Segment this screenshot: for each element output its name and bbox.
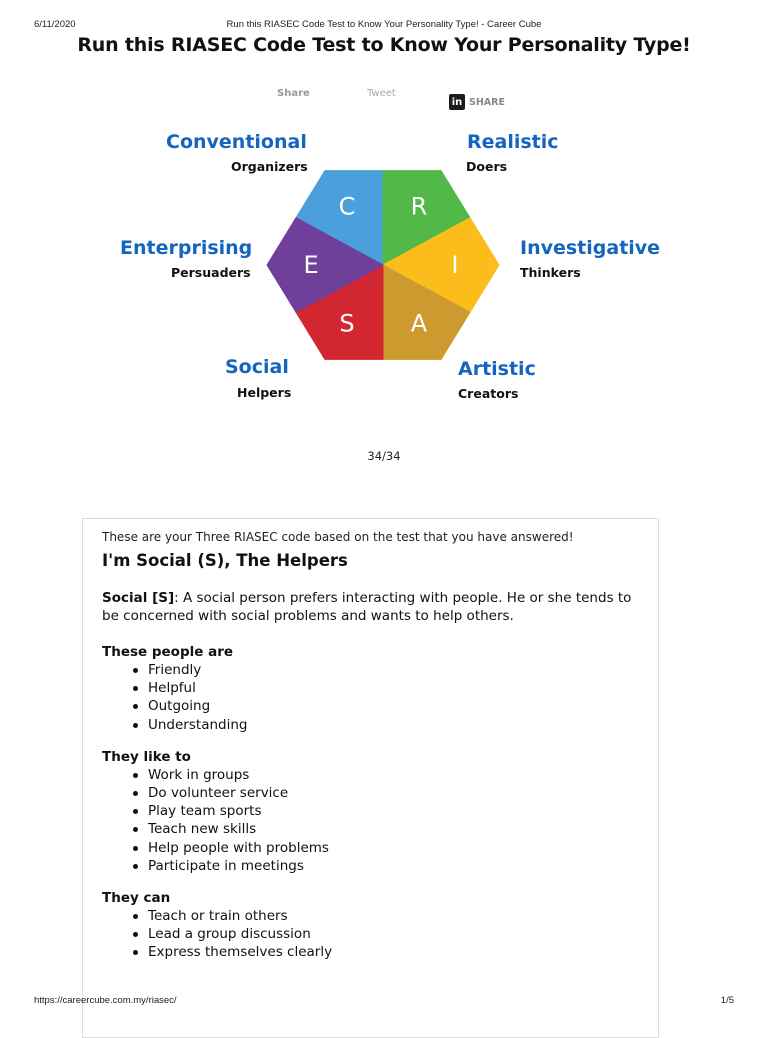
type-name-realistic: Realistic <box>467 131 559 153</box>
hex-letter-r: R <box>410 192 428 221</box>
type-role-creators: Creators <box>458 386 519 401</box>
list-item: Friendly <box>148 661 639 679</box>
linkedin-share-label: SHARE <box>469 96 505 108</box>
list-item: Do volunteer service <box>148 784 639 802</box>
type-name-social: Social <box>225 356 289 378</box>
list-item: Understanding <box>148 716 639 734</box>
hex-letter-i: I <box>451 251 459 279</box>
list-item: Participate in meetings <box>148 857 639 875</box>
print-page-number: 1/5 <box>720 995 734 1006</box>
type-role-doers: Doers <box>466 159 508 174</box>
result-description <box>102 589 639 625</box>
list-item: Express themselves clearly <box>148 943 639 961</box>
result-heading: I'm Social (S), The Helpers <box>102 551 348 570</box>
likes-list <box>102 766 639 875</box>
type-name-enterprising: Enterprising <box>120 237 253 259</box>
share-bar <box>0 88 768 112</box>
print-footer <box>34 995 734 1007</box>
riasec-diagram <box>100 120 670 410</box>
hex-letter-e: E <box>303 251 319 279</box>
type-role-persuaders: Persuaders <box>171 265 251 280</box>
abilities-list <box>102 907 639 962</box>
type-role-helpers: Helpers <box>237 385 292 400</box>
description-text: : A social person prefers interacting with people. He or she tends to be concerned with social problems and wants to help others. <box>102 590 632 624</box>
list-item: Teach new skills <box>148 820 639 838</box>
hex-letter-c: C <box>338 192 356 221</box>
facebook-share-button[interactable]: Share <box>277 88 310 99</box>
print-url: https://careercube.com.my/riasec/ <box>34 995 177 1006</box>
section-title-abilities: They can <box>102 890 171 907</box>
result-card <box>82 518 659 1038</box>
print-doc-title: Run this RIASEC Code Test to Know Your Personality Type! - Career Cube <box>226 19 542 30</box>
list-item: Lead a group discussion <box>148 925 639 943</box>
type-role-thinkers: Thinkers <box>520 265 581 280</box>
traits-list <box>102 661 639 734</box>
type-name-artistic: Artistic <box>458 358 536 380</box>
list-item: Teach or train others <box>148 907 639 925</box>
hex-letter-s: S <box>339 309 355 338</box>
tweet-button[interactable]: Tweet <box>367 88 396 99</box>
type-role-organizers: Organizers <box>231 159 308 174</box>
linkedin-share-button[interactable] <box>449 94 505 110</box>
hex-letter-a: A <box>410 309 428 338</box>
list-item: Helpful <box>148 679 639 697</box>
question-progress: 34/34 <box>367 449 401 463</box>
type-name-investigative: Investigative <box>520 237 661 259</box>
list-item: Work in groups <box>148 766 639 784</box>
print-date: 6/11/2020 <box>34 19 76 30</box>
print-header <box>34 19 734 31</box>
result-intro: These are your Three RIASEC code based on the test that you have answered! <box>102 530 574 544</box>
list-item: Help people with problems <box>148 839 639 857</box>
list-item: Outgoing <box>148 697 639 715</box>
linkedin-icon: in <box>449 94 465 110</box>
type-name-conventional: Conventional <box>166 131 307 153</box>
section-title-traits: These people are <box>102 644 234 660</box>
list-item: Play team sports <box>148 802 639 820</box>
section-title-likes: They like to <box>102 748 191 765</box>
description-term: Social [S] <box>102 590 175 606</box>
page-title: Run this RIASEC Code Test to Know Your Personality Type! <box>77 34 691 56</box>
